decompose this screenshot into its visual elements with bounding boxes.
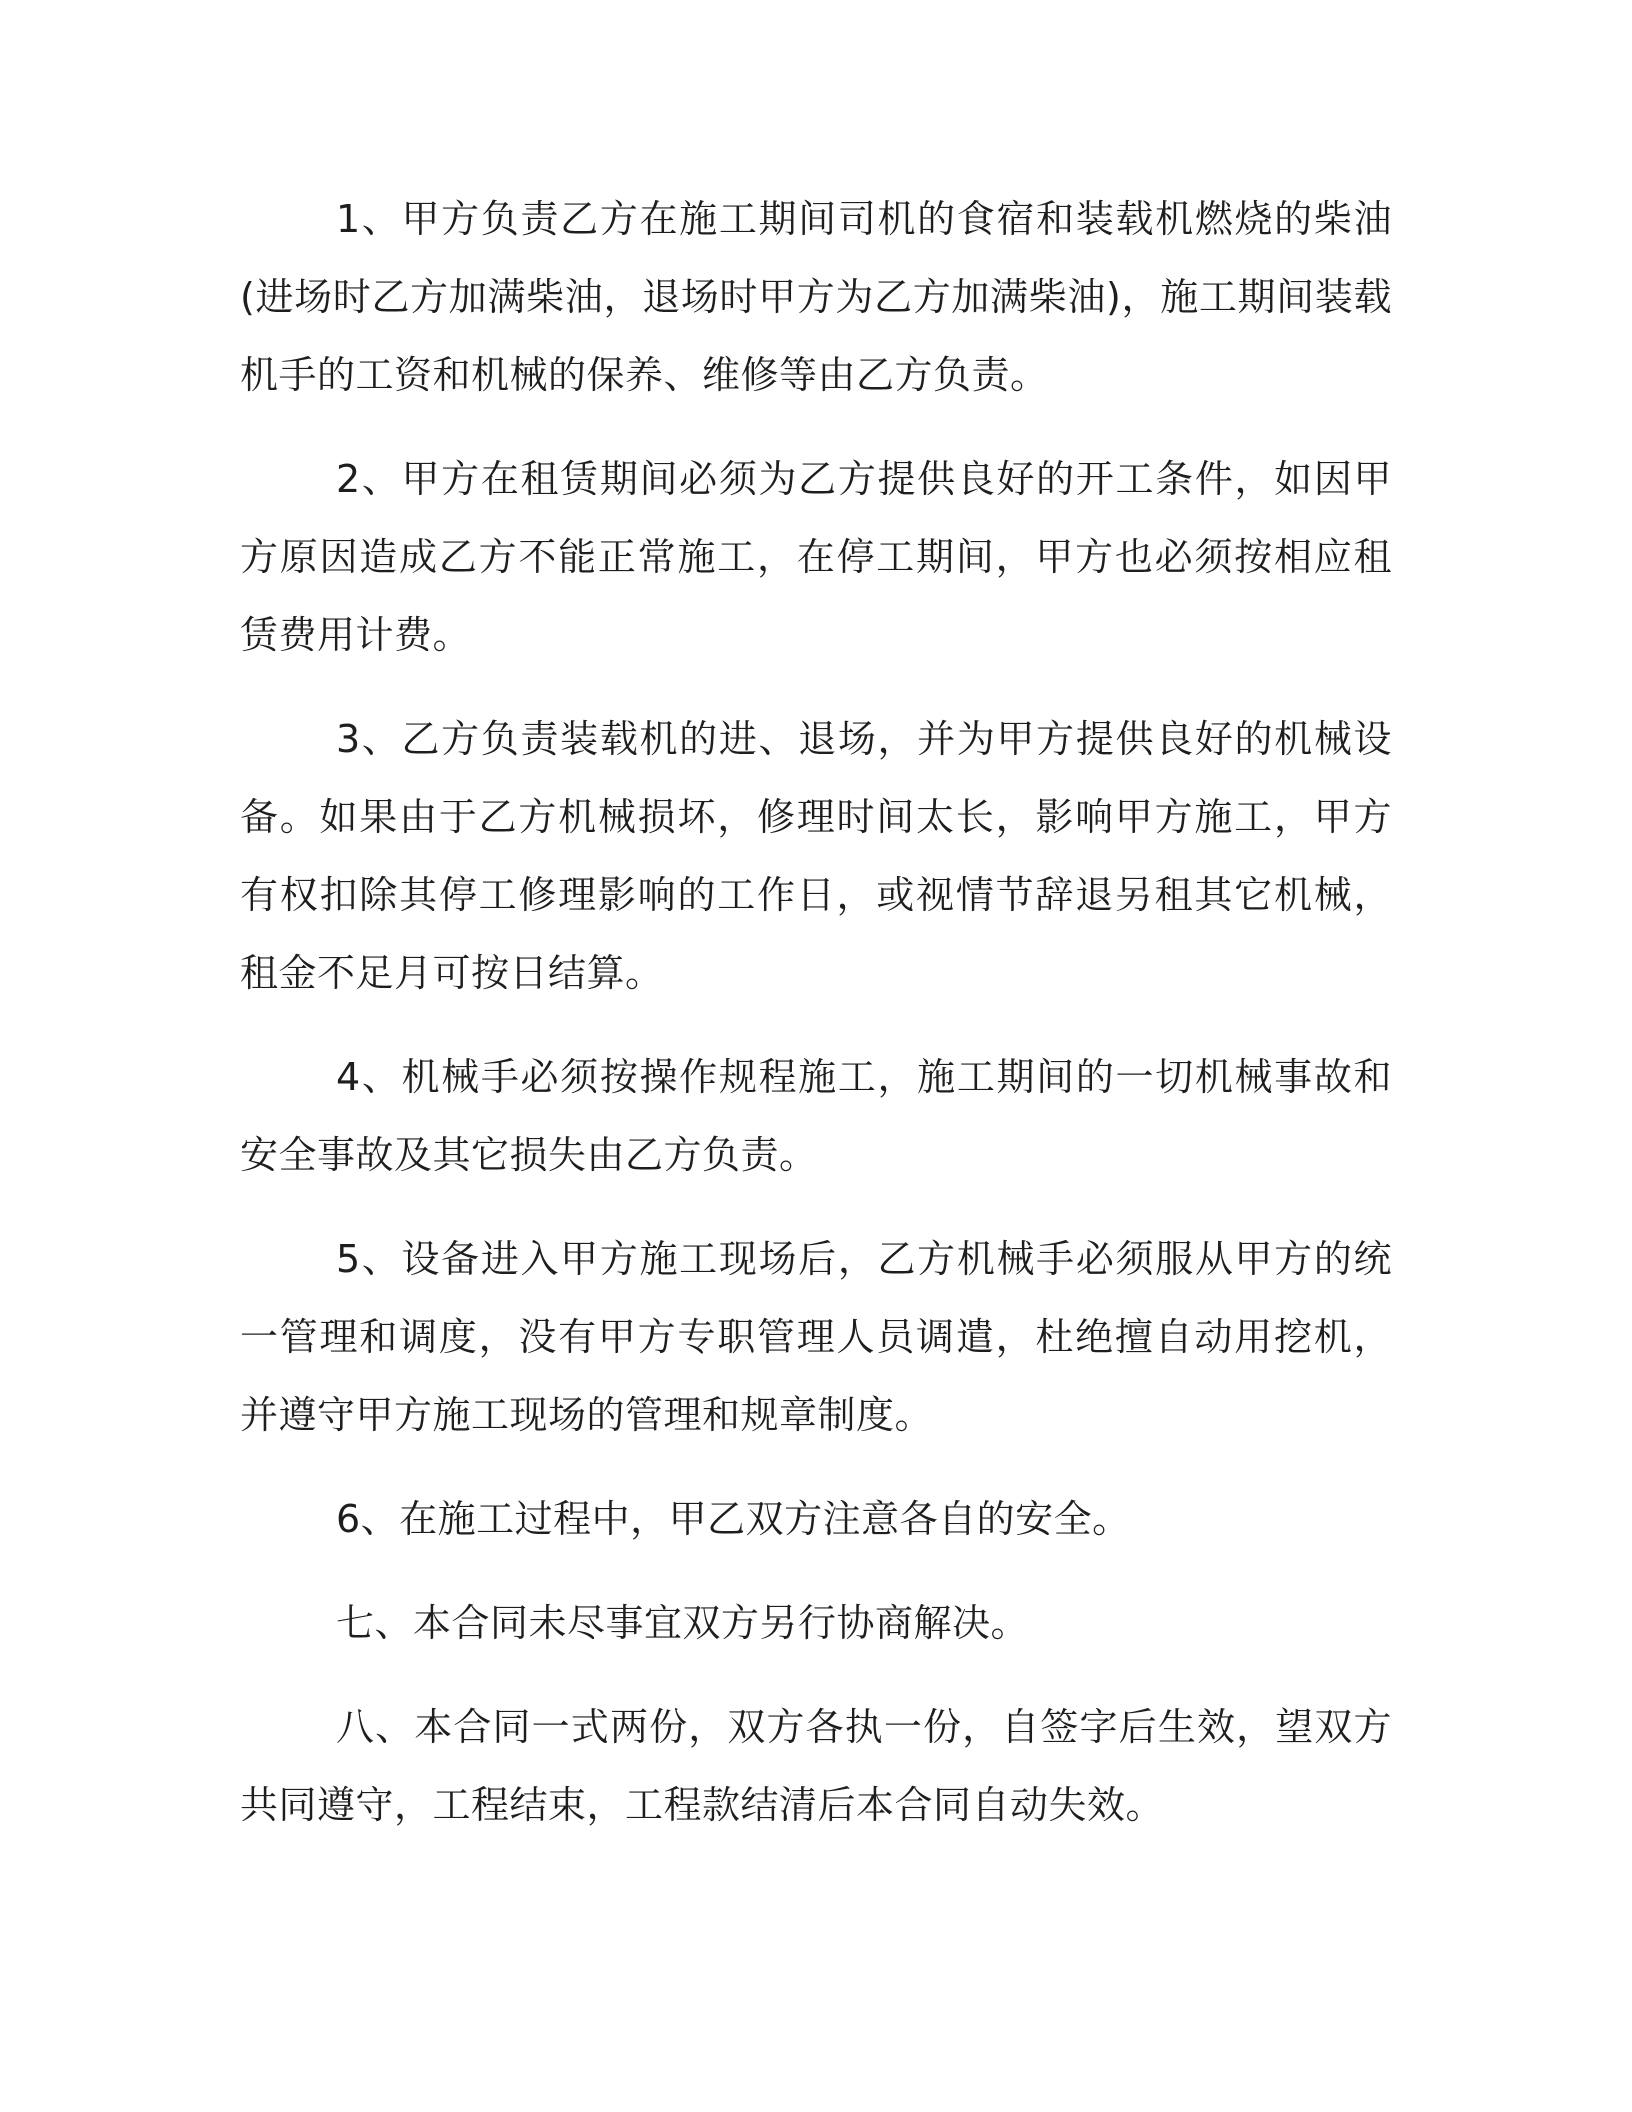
section-8-paragraph: 八、本合同一式两份，双方各执一份，自签字后生效，望双方共同遵守，工程结束，工程款结清后本合同自动失效。 (240, 1705, 1392, 1827)
section-7-paragraph: 七、本合同未尽事宜双方另行协商解决。 (336, 1601, 1030, 1645)
document-body (240, 180, 1392, 1870)
clause-3-paragraph: 3、乙方负责装载机的进、退场，并为甲方提供良好的机械设备。如果由于乙方机械损坏，修理时间太长，影响甲方施工，甲方有权扣除其停工修理影响的工作日，或视情节辞退另租其它机械，租金不足月可按日结算。 (240, 717, 1392, 995)
clause-6-paragraph: 6、在施工过程中，甲乙双方注意各自的安全。 (336, 1497, 1131, 1541)
clause-4-paragraph: 4、机械手必须按操作规程施工，施工期间的一切机械事故和安全事故及其它损失由乙方负责。 (240, 1055, 1392, 1177)
clause-2-paragraph: 2、甲方在租赁期间必须为乙方提供良好的开工条件，如因甲方原因造成乙方不能正常施工，在停工期间，甲方也必须按相应租赁费用计费。 (240, 457, 1392, 657)
clause-1-paragraph: 1、甲方负责乙方在施工期间司机的食宿和装载机燃烧的柴油 (进场时乙方加满柴油，退场时甲方为乙方加满柴油)，施工期间装载机手的工资和机械的保养、维修等由乙方负责。 (240, 197, 1392, 397)
clause-5-paragraph: 5、设备进入甲方施工现场后，乙方机械手必须服从甲方的统一管理和调度，没有甲方专职管理人员调遣，杜绝擅自动用挖机，并遵守甲方施工现场的管理和规章制度。 (240, 1237, 1392, 1437)
